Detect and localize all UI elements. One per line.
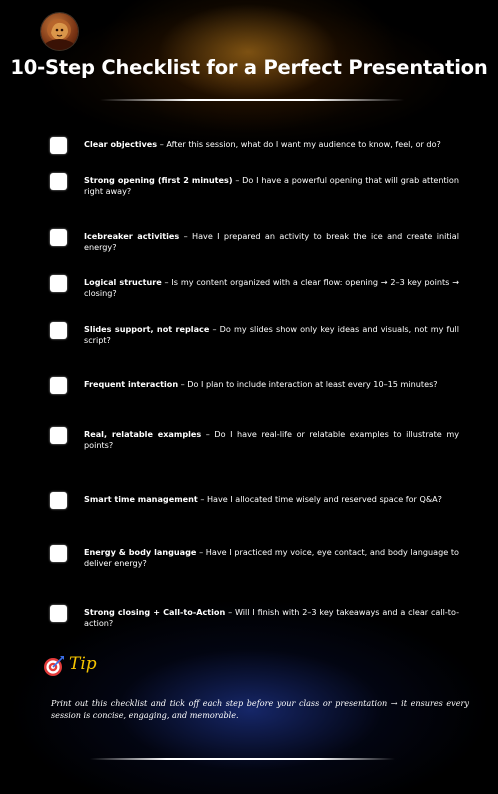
checkbox[interactable] — [50, 545, 67, 562]
item-description: – Will I finish with 2–3 key takeaways and a clear call-to-action? — [84, 607, 459, 628]
item-description: – Have I prepared an activity to break the ice and create initial energy? — [84, 231, 459, 252]
item-label: Strong closing + Call-to-Action — [84, 607, 226, 617]
checkbox[interactable] — [50, 322, 67, 339]
target-icon — [43, 655, 65, 677]
checkbox[interactable] — [50, 377, 67, 394]
checkbox[interactable] — [50, 229, 67, 246]
item-label: Logical structure — [84, 277, 162, 287]
item-label: Frequent interaction — [84, 379, 179, 389]
tip-text: Print out this checklist and tick off each step before your class or presentation → it ensures every session is concise, engaging, and memorable. — [51, 698, 469, 720]
checkbox[interactable] — [50, 605, 67, 622]
item-label: Slides support, not replace — [84, 324, 210, 334]
item-text — [84, 175, 459, 197]
item-text — [84, 231, 459, 253]
item-text — [84, 277, 459, 299]
page-title: 10-Step Checklist for a Perfect Presentation — [10, 56, 488, 79]
item-description: – Have I allocated time wisely and reserved space for Q&A? — [197, 494, 442, 504]
item-text — [84, 139, 459, 150]
item-label: Real, relatable examples — [84, 429, 202, 439]
checkbox[interactable] — [50, 173, 67, 190]
checkbox[interactable] — [50, 427, 67, 444]
item-description: – Is my content organized with a clear flow: opening → 2–3 key points → closing? — [84, 277, 459, 298]
item-text — [84, 379, 459, 390]
item-description: – Do I plan to include interaction at least every 10–15 minutes? — [178, 379, 438, 389]
checkbox[interactable] — [50, 492, 67, 509]
item-text — [84, 607, 459, 629]
item-label: Energy & body language — [84, 547, 197, 557]
item-label: Smart time management — [84, 494, 198, 504]
item-description: – Do I have real-life or relatable examples to illustrate my points? — [84, 429, 459, 450]
checkbox[interactable] — [50, 137, 67, 154]
item-text — [84, 494, 459, 505]
title-divider — [100, 99, 404, 101]
item-label: Icebreaker activities — [84, 231, 180, 241]
checkbox[interactable] — [50, 275, 67, 292]
item-text — [84, 547, 459, 569]
lion-logo — [41, 13, 78, 50]
item-description: – Have I practiced my voice, eye contact, and body language to deliver energy? — [84, 547, 459, 568]
item-label: Strong opening (first 2 minutes) — [84, 175, 233, 185]
bottom-divider — [90, 758, 395, 760]
item-description: – Do I have a powerful opening that will grab attention right away? — [84, 175, 459, 196]
item-description: – After this session, what do I want my audience to know, feel, or do? — [157, 139, 441, 149]
tip-label: Tip — [69, 654, 97, 674]
item-text — [84, 429, 459, 451]
item-label: Clear objectives — [84, 139, 158, 149]
item-text — [84, 324, 459, 346]
item-description: – Do my slides show only key ideas and visuals, not my full script? — [84, 324, 459, 345]
